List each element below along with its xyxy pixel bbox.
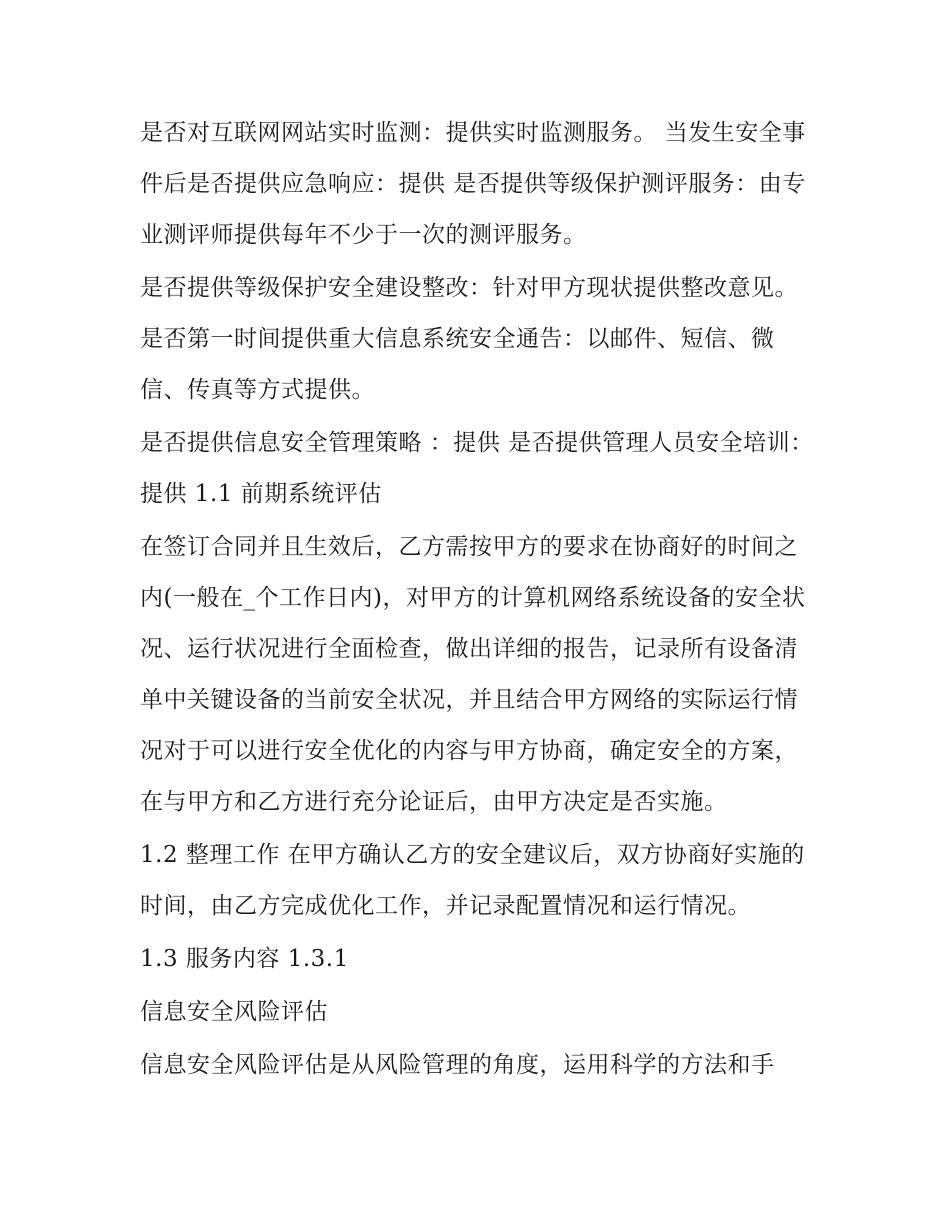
paragraph-rectification: 是否提供等级保护安全建设整改：针对甲方现状提供整改意见。 是否第一时间提供重大信息系统安全通告：以邮件、短信、微信、传真等方式提供。 bbox=[140, 275, 798, 403]
paragraph-organization-work: 1.2 整理工作 在甲方确认乙方的安全建议后，双方协商好实施的时间，由乙方完成优化工作，并记录配置情况和运行情况。 bbox=[140, 842, 805, 919]
paragraph-monitoring-services: 是否对互联网网站实时监测：提供实时监测服务。 当发生安全事件后是否提供应急响应：提供 是否提供等级保护测评服务：由专业测评师提供每年不少于一次的测评服务。 bbox=[140, 120, 806, 248]
document-page bbox=[140, 108, 820, 1093]
paragraph-risk-assessment-body: 信息安全风险评估是从风险管理的角度，运用科学的方法和手 bbox=[140, 1052, 775, 1078]
paragraph-system-assessment: 在签订合同并且生效后，乙方需按甲方的要求在协商好的时间之内(一般在_个工作日内)，对甲方的计算机网络系统设备的安全状况、运行状况进行全面检查，做出详细的报告，记录所有设备清单中关键设备的当前安全状况，并且结合甲方网络的实际运行情况对于可以进行安全优化的内容与甲方协商，确定安全的方案，在与甲方和乙方进行充分论证后，由甲方决定是否实施。 bbox=[140, 534, 806, 815]
paragraph-service-content-heading: 1.3 服务内容 1.3.1 bbox=[140, 946, 349, 972]
paragraph-management-policy: 是否提供信息安全管理策略 ：提供 是否提供管理人员安全培训：提供 1.1 前期系统评估 bbox=[140, 430, 814, 507]
paragraph-risk-assessment-heading: 信息安全风险评估 bbox=[140, 999, 328, 1025]
